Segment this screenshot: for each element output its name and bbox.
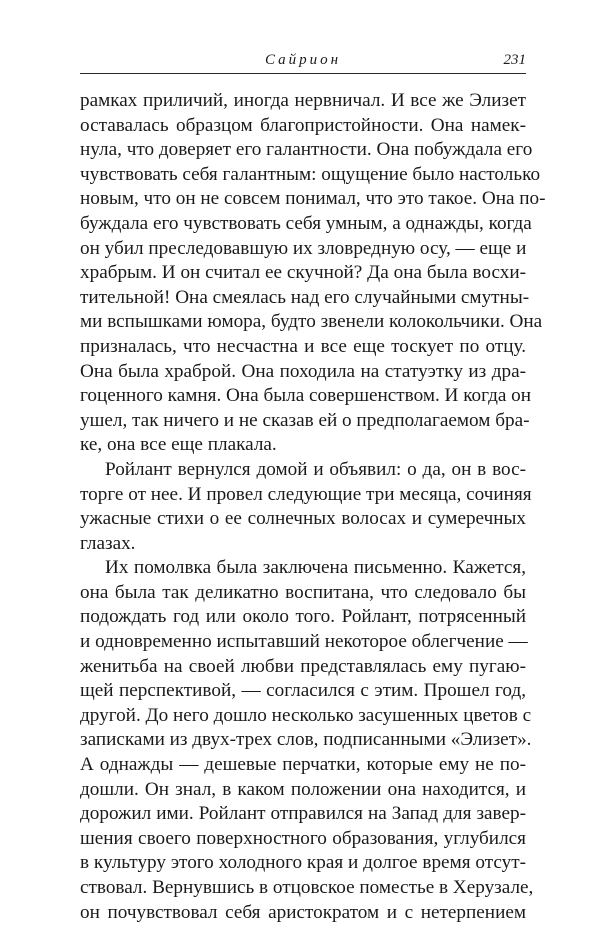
text-line: ствовал. Вернувшись в отцовское поместье в Херузале, — [80, 877, 534, 898]
body-text — [80, 89, 546, 925]
text-line: дошли. Он знал, в каком положении она находится, и — [80, 778, 526, 800]
text-line: она была так деликатно воспитана, что следовало бы — [80, 581, 526, 603]
header-rule — [80, 73, 526, 74]
text-line: ушел, так ничего и не сказав ей о предполагаемом бра- — [80, 409, 530, 431]
text-line: щей перспективой, — согласился с этим. Прошел год, — [80, 680, 526, 702]
running-title: Сайрион — [264, 52, 342, 68]
text-line: Она была храброй. Она походила на статуэтку из дра- — [80, 360, 526, 382]
text-line: храбрым. И он считал ее скучной? Да она была восхи- — [80, 262, 526, 284]
text-line: буждала его чувствовать себя умным, а однажды, когда — [80, 212, 532, 234]
text-line: новым, что он не совсем понимал, что это такое. Она по- — [80, 188, 546, 210]
text-line: ужасные стихи о ее солнечных волосах и сумеречных — [80, 508, 526, 530]
paragraph — [80, 89, 546, 458]
text-line: оставалась образцом благопристойности. Она намек- — [80, 114, 526, 136]
text-line: другой. До него дошло несколько засушенных цветов с — [80, 704, 532, 726]
text-line: Ройлант вернулся домой и объявил: о да, он в вос- — [105, 458, 526, 480]
text-line: глазах. — [80, 532, 136, 554]
text-line: рамках приличий, иногда нервничал. И все же Элизет — [80, 90, 526, 111]
text-line: А однажды — дешевые перчатки, которые ему не по- — [80, 754, 526, 776]
text-line: подождать год или около того. Ройлант, потрясенный — [80, 606, 526, 628]
running-head — [80, 52, 526, 72]
text-line: женитьба на своей любви представлялась ему пугаю- — [80, 655, 526, 677]
text-line: и одновременно испытавший некоторое облегчение — — [80, 631, 528, 653]
text-line: он почувствовал себя аристократом и с нетерпением — [80, 901, 526, 923]
text-line: торге от нее. И провел следующие три месяца, сочиняя — [80, 483, 532, 505]
text-line: гоценного камня. Она была совершенством. И когда он — [80, 385, 532, 407]
text-line: записками из двух-трех слов, подписанными «Элизет». — [80, 729, 532, 751]
text-line: в культуру этого холодного края и долгое время отсут- — [80, 852, 526, 874]
text-line: он убил преследовавшую их зловредную осу, — еще и — [80, 237, 527, 259]
paragraph — [80, 458, 532, 556]
text-line: тительной! Она смеялась над его случайными смутны- — [80, 286, 530, 308]
text-line: чувствовать себя галантным: ощущение было настолько — [80, 163, 541, 185]
text-line: нула, что доверяет его галантности. Она побуждала его — [80, 139, 533, 161]
text-line: шения своего поверхностного образования, углубился — [80, 827, 526, 849]
text-line: ке, она все еще плакала. — [80, 434, 277, 456]
paragraph — [80, 556, 534, 925]
text-line: ми вспышками юмора, будто звенели колокольчики. Она — [80, 311, 543, 333]
text-line: призналась, что несчастна и все еще тоскует по отцу. — [80, 335, 526, 357]
page-number: 231 — [503, 52, 526, 68]
text-line: Их помолвка была заключена письменно. Кажется, — [105, 557, 526, 579]
text-line: дорожил ими. Ройлант отправился на Запад для завер- — [80, 803, 526, 825]
